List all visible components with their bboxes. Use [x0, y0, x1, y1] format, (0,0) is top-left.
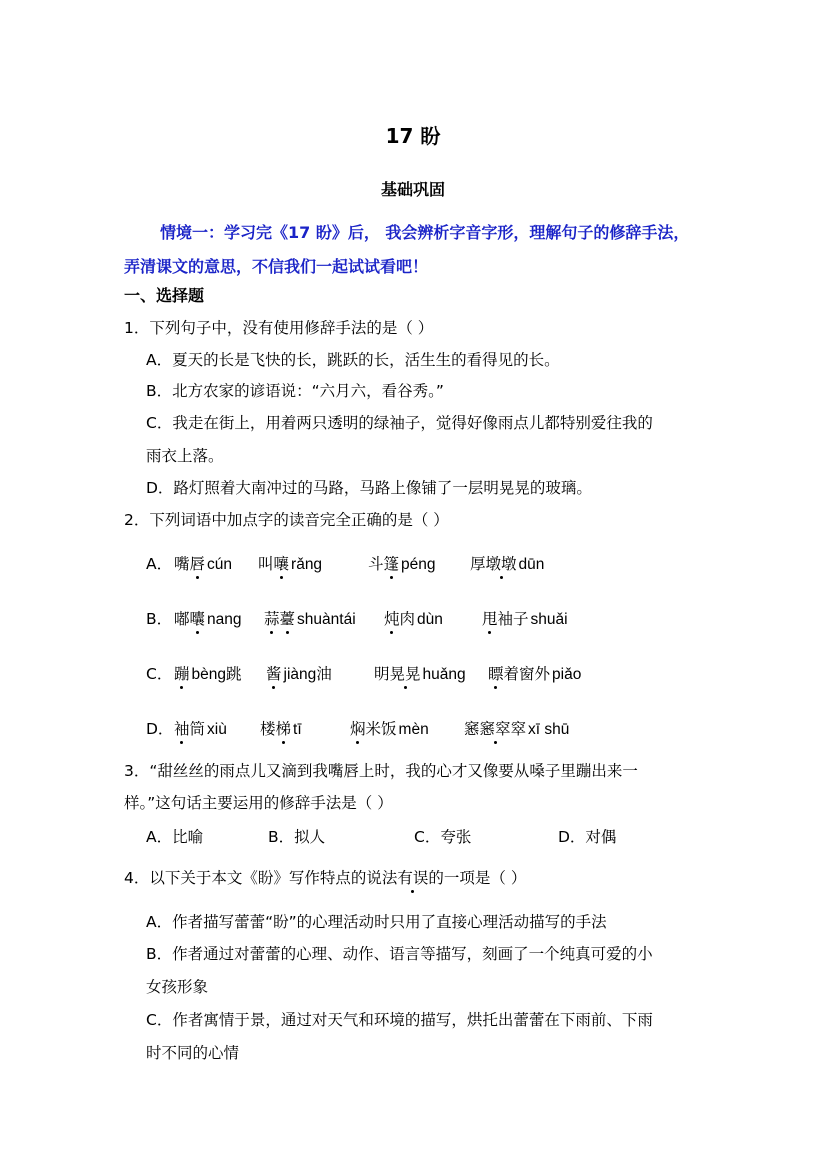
q2-a-word-1: 嘴唇 cún [174, 552, 232, 574]
q2-d-word-3: 焖米饭 mèn [350, 717, 429, 739]
q2-c-label: C． [146, 665, 173, 683]
q2-b-word-3: 炖肉 dùn [384, 607, 443, 629]
section-label: 一、选择题 [124, 286, 205, 305]
q3-option-c: C．夸张 [414, 828, 472, 846]
q4-option-a: A．作者描写蕾蕾“盼”的心理活动时只用了直接心理活动描写的手法 [146, 913, 607, 931]
q2-c-word-2: 酱 jiàng油 [266, 662, 332, 684]
q2-c-word-4: 瞟着窗外 piǎo [488, 662, 581, 684]
q3-option-d: D．对偶 [558, 828, 617, 846]
q2-b-word-1: 嘟囔 nang [174, 607, 242, 629]
q2-a-word-2: 叫嚷 rǎng [258, 552, 322, 574]
q2-a-word-3: 斗篷 péng [368, 552, 436, 574]
page-title: 17 盼 [385, 124, 441, 148]
q4-option-b-line2: 女孩形象 [146, 978, 209, 996]
q3-stem-line1: 3．“甜丝丝的雨点儿又滴到我嘴唇上时，我的心才又像要从嗓子里蹦出来一 [124, 762, 638, 780]
intro-line-1: 情境一：学习完《17 盼》后， 我会辨析字音字形，理解句子的修辞手法， [160, 223, 690, 242]
q4-option-c-line1: C．作者寓情于景，通过对天气和环境的描写，烘托出蕾蕾在下雨前、下雨 [146, 1011, 653, 1029]
q2-d-word-1: 袖筒 xiù [174, 717, 227, 739]
q2-a-label: A． [146, 555, 173, 573]
q4-dotted-words: 有误 [397, 869, 429, 887]
q2-b-word-2: 蒜薹 shuàntái [264, 607, 356, 629]
q4-stem: 4．以下关于本文《盼》写作特点的说法有误的一项是（ ） [124, 869, 527, 887]
q3-option-a: A．比喻 [146, 828, 204, 846]
q2-a-word-4: 厚墩墩 dūn [470, 552, 544, 574]
q2-c-word-3: 明晃晃 huǎng [374, 662, 466, 684]
q2-b-label: B． [146, 610, 173, 628]
section-subtitle: 基础巩固 [380, 180, 445, 199]
q2-b-word-4: 甩袖子 shuǎi [482, 607, 568, 629]
q4-option-c-line2: 时不同的心情 [146, 1044, 240, 1062]
q2-c-word-1: 蹦 bèng跳 [174, 662, 242, 684]
q3-option-b: B．拟人 [268, 828, 326, 846]
q1-option-b: B．北方农家的谚语说：“六月六，看谷秀。” [146, 382, 444, 400]
q1-option-c-line1: C．我走在街上，用着两只透明的绿袖子，觉得好像雨点儿都特别爱往我的 [146, 414, 653, 432]
q1-option-a: A．夏天的长是飞快的长，跳跃的长，活生生的看得见的长。 [146, 351, 560, 369]
q2-stem: 2．下列词语中加点字的读音完全正确的是（ ） [124, 511, 449, 529]
q3-stem-line2: 样。”这句话主要运用的修辞手法是（ ） [124, 794, 393, 812]
q2-d-word-2: 楼梯 tī [260, 717, 302, 739]
q1-stem: 1．下列句子中，没有使用修辞手法的是（ ） [124, 319, 434, 337]
q1-option-c-line2: 雨衣上落。 [146, 447, 224, 465]
intro-line-2: 弄清课文的意思，不信我们一起试试看吧！ [124, 257, 429, 276]
q1-option-d: D．路灯照着大南冲过的马路，马路上像铺了一层明晃晃的玻璃。 [146, 479, 592, 497]
q2-d-label: D． [146, 720, 174, 738]
q2-d-word-4: 窸窸窣窣 xī shū [464, 717, 569, 739]
q4-option-b-line1: B．作者通过对蕾蕾的心理、动作、语言等描写，刻画了一个纯真可爱的小 [146, 945, 653, 963]
